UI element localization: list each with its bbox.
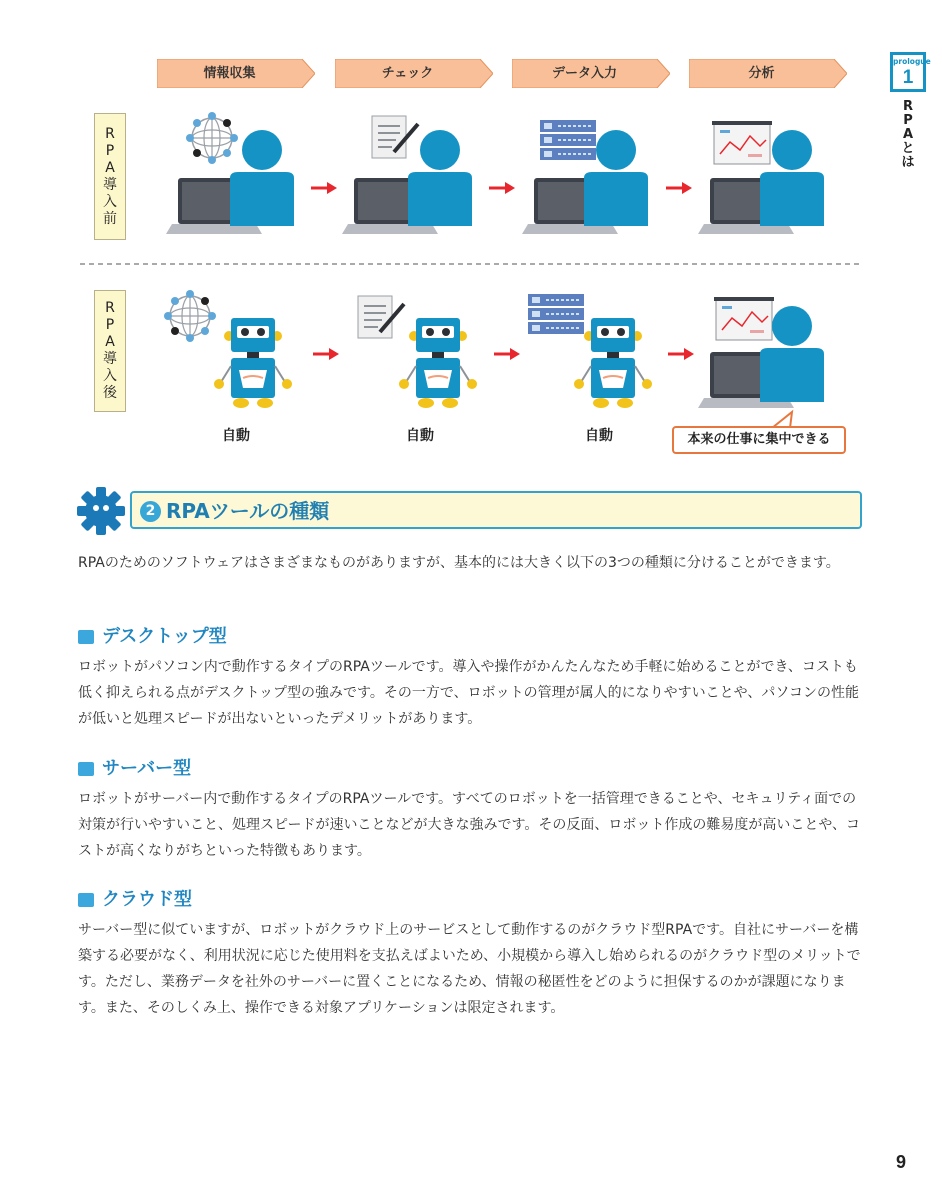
heading-server-type bbox=[78, 758, 191, 780]
heading-cloud-type bbox=[78, 889, 192, 911]
row-label-char: 導 bbox=[103, 176, 117, 193]
before-analysis-scene bbox=[698, 121, 824, 234]
cloud-type-paragraph: サーバー型に似ていますが、ロボットがクラウド上のサービスとして動作するのがクラウド型RPAです。自社にサーバーを構築する必要がなく、利用状況に応じた使用料を支払えばよいため、小規模から導入し始められるのがクラウド型のメリットです。ただし、業務データを社外のサーバーに置くことになるため、情報の秘匿性をどのように担保するのかが課題になります。また、そのしくみ上、操作できる対象アプリケーションは限定されます。 bbox=[78, 922, 861, 1016]
heading-bullet-icon bbox=[78, 893, 94, 907]
arrow-right-icon bbox=[489, 182, 515, 194]
auto-label: 自動 bbox=[406, 428, 434, 444]
row-label-char: 前 bbox=[103, 210, 117, 227]
robot-icon bbox=[574, 318, 652, 408]
chapter-title-char: と bbox=[901, 141, 915, 156]
row-label-char: R bbox=[105, 300, 115, 316]
server-type-paragraph: ロボットがサーバー内で動作するタイプのRPAツールです。すべてのロボットを一括管理できることや、セキュリティ面での対策が行いやすいこと、処理スピードが速いことなどが大きな強みです。その反面、ロボット作成の難易度が高いことや、コストが高くなりがちといった特徴もあります。 bbox=[78, 791, 861, 859]
chart-board-icon bbox=[714, 297, 774, 340]
focus-message-bubble: 本来の仕事に集中できる bbox=[672, 426, 846, 454]
heading-text: デスクトップ型 bbox=[102, 626, 227, 647]
arrow-right-icon bbox=[311, 182, 337, 194]
after-check-scene bbox=[358, 296, 477, 408]
network-icon bbox=[164, 290, 216, 342]
step-label: チェック bbox=[381, 66, 434, 81]
server-rack-icon bbox=[528, 294, 584, 334]
person-icon bbox=[408, 130, 472, 226]
row-label-char: P bbox=[105, 142, 115, 159]
after-analysis-scene bbox=[698, 297, 824, 408]
server-rack-icon bbox=[540, 120, 596, 160]
heading-bullet-icon bbox=[78, 630, 94, 644]
step-label: 分析 bbox=[748, 66, 775, 81]
step-label: 情報収集 bbox=[203, 66, 256, 81]
arrow-right-icon bbox=[313, 348, 339, 360]
row-label-char: 後 bbox=[103, 385, 117, 401]
section-heading bbox=[130, 491, 862, 529]
chapter-title-char: R bbox=[902, 99, 913, 114]
intro-paragraph: RPAのためのソフトウェアはさまざまなものがありますが、基本的には大きく以下の3つの種類に分けることができます。 bbox=[78, 555, 840, 571]
heading-bullet-icon bbox=[78, 762, 94, 776]
network-icon bbox=[186, 112, 238, 164]
step-label: データ入力 bbox=[551, 66, 617, 81]
document-pen-icon bbox=[358, 296, 404, 338]
chapter-number: 1 bbox=[902, 67, 914, 88]
desktop-type-paragraph: ロボットがパソコン内で動作するタイプのRPAツールです。導入や操作がかんたんなため手軽に始めることができ、コストも低く抑えられる点がデスクトップ型の強みです。その一方で、ロボットの管理が属人的になりやすいことや、パソコンの性能が低いと処理スピードが出ないといったデメリットがあります。 bbox=[78, 659, 860, 727]
chapter-title-char: A bbox=[902, 127, 914, 142]
row-label-char: 入 bbox=[103, 368, 117, 384]
arrow-right-icon bbox=[666, 182, 692, 194]
person-icon bbox=[230, 130, 294, 226]
arrow-right-icon bbox=[668, 348, 694, 360]
chapter-title-char: は bbox=[901, 155, 915, 170]
row-label-char: R bbox=[105, 125, 115, 142]
rpa-flow-illustration bbox=[0, 0, 942, 470]
section-title: RPAツールの種類 bbox=[166, 499, 330, 523]
page-number: 9 bbox=[896, 1152, 907, 1172]
arrow-right-icon bbox=[494, 348, 520, 360]
heading-text: サーバー型 bbox=[102, 758, 192, 779]
chapter-prologue-label: prologue bbox=[893, 57, 931, 66]
gear-icon bbox=[76, 486, 126, 536]
document-pen-icon bbox=[372, 116, 418, 158]
row-label-char: 導 bbox=[103, 351, 117, 367]
row-label-char: P bbox=[105, 317, 115, 333]
chapter-title-char: P bbox=[903, 113, 913, 128]
before-check-scene bbox=[342, 116, 472, 234]
before-collect-scene bbox=[166, 112, 294, 234]
robot-icon bbox=[399, 318, 477, 408]
auto-label: 自動 bbox=[222, 428, 250, 444]
section-number-badge: 2 bbox=[140, 501, 161, 522]
robot-icon bbox=[214, 318, 292, 408]
after-collect-scene bbox=[164, 290, 292, 408]
auto-label: 自動 bbox=[585, 428, 613, 444]
row-label-char: A bbox=[105, 159, 115, 176]
heading-desktop-type bbox=[78, 626, 227, 648]
row-label-char: A bbox=[105, 334, 115, 350]
before-data-entry-scene bbox=[522, 120, 648, 234]
row-label-char: 入 bbox=[103, 193, 117, 210]
chart-board-icon bbox=[712, 121, 772, 164]
heading-text: クラウド型 bbox=[102, 889, 192, 910]
after-data-entry-scene bbox=[528, 294, 652, 408]
